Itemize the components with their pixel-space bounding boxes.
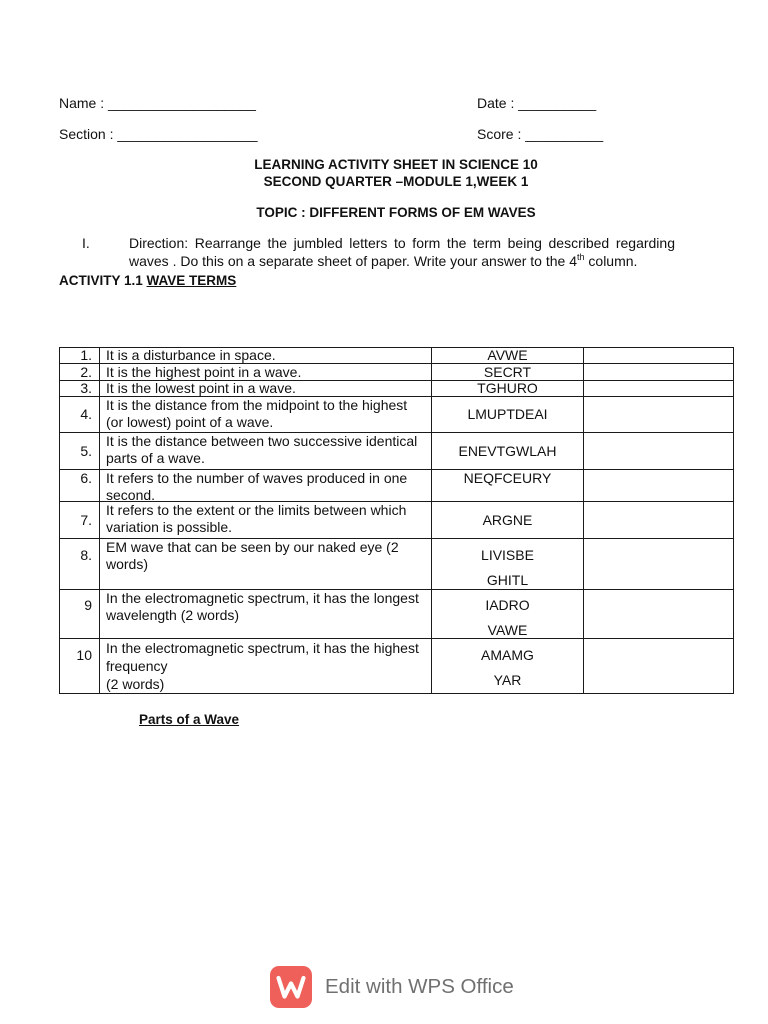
edit-with-wps-text: Edit with WPS Office [325, 975, 514, 998]
jumbled-letters-cell [431, 501, 583, 538]
table-row [59, 638, 733, 693]
parts-of-a-wave-heading: Parts of a Wave [139, 712, 240, 727]
answer-cell [583, 638, 733, 693]
direction-line-2 [129, 253, 637, 270]
item-number-cell [59, 501, 99, 538]
jumbled-word: ARGNE [482, 511, 533, 528]
answer-cell [583, 589, 733, 638]
description-line: wavelength (2 words) [106, 607, 240, 623]
item-number: 8. [80, 547, 92, 563]
description-line: second. [106, 487, 156, 501]
item-number: 3. [80, 380, 92, 396]
date-label: Date : [477, 95, 515, 111]
description-cell [99, 638, 431, 693]
answer-cell [583, 469, 733, 501]
direction-numeral: I. [82, 235, 90, 251]
description-line: It is the highest point in a wave. [106, 363, 302, 380]
jumbled-word: TGHURO [477, 380, 538, 396]
table-row [59, 396, 733, 432]
activity-title: WAVE TERMS [146, 273, 237, 288]
wave-terms-table [59, 347, 734, 694]
table-row [59, 432, 733, 469]
section-label: Section : [59, 126, 114, 142]
answer-cell [583, 380, 733, 396]
jumbled-word: AMAMG [481, 647, 534, 663]
answer-cell [583, 432, 733, 469]
jumbled-word: IADRO [485, 597, 530, 613]
direction-line-2-end: column. [588, 253, 638, 269]
title-line-1: LEARNING ACTIVITY SHEET IN SCIENCE 10 [254, 157, 538, 172]
direction-line-1: Direction: Rearrange the jumbled letters to form the term being described regarding [129, 235, 675, 251]
description-line: In the electromagnetic spectrum, it has the highest [106, 640, 419, 656]
jumbled-letters-cell [431, 589, 583, 638]
topic-title: TOPIC : DIFFERENT FORMS OF EM WAVES [256, 205, 536, 220]
description-line: frequency [106, 658, 168, 674]
date-field [477, 95, 596, 112]
jumbled-word: AVWE [487, 347, 528, 363]
sheet-title [59, 156, 733, 190]
item-number: 5. [80, 442, 92, 459]
score-field [477, 126, 603, 143]
description-cell [99, 589, 431, 638]
jumbled-word: VAWE [487, 622, 528, 638]
item-number-cell [59, 363, 99, 380]
jumbled-word: SECRT [483, 363, 532, 380]
item-number-cell [59, 380, 99, 396]
item-number: 7. [80, 511, 92, 528]
description-line: It is the distance between two successive identical [106, 433, 418, 449]
score-label: Score : [477, 126, 522, 142]
item-number: 6. [80, 470, 92, 486]
jumbled-word: NEQFCEURY [463, 470, 552, 486]
jumbled-letters-cell [431, 363, 583, 380]
table-row [59, 363, 733, 380]
wps-logo-icon [270, 966, 312, 1008]
item-number-cell [59, 589, 99, 638]
table-row [59, 538, 733, 589]
item-number-cell [59, 638, 99, 693]
item-number-cell [59, 432, 99, 469]
section-field [59, 126, 258, 143]
name-blank: ___________________ [108, 95, 256, 111]
jumbled-letters-cell [431, 347, 583, 363]
description-line: In the electromagnetic spectrum, it has the longest [106, 590, 419, 606]
jumbled-word: YAR [493, 672, 522, 688]
section-blank: __________________ [117, 126, 258, 142]
description-line: (or lowest) point of a wave. [106, 414, 274, 430]
description-cell [99, 396, 431, 432]
description-line: parts of a wave. [106, 450, 205, 466]
description-line: (2 words) [106, 676, 165, 692]
description-cell [99, 380, 431, 396]
jumbled-letters-cell [431, 638, 583, 693]
jumbled-letters-cell [431, 538, 583, 589]
answer-cell [583, 501, 733, 538]
description-line: It is the distance from the midpoint to the highest [106, 397, 408, 413]
answer-cell [583, 347, 733, 363]
jumbled-word: LIVISBE [481, 547, 534, 563]
description-line: It refers to the number of waves produced in one [106, 470, 408, 486]
title-line-2: SECOND QUARTER –MODULE 1,WEEK 1 [263, 174, 529, 189]
description-line: variation is possible. [106, 519, 233, 535]
table-row [59, 469, 733, 501]
description-cell [99, 469, 431, 501]
table-row [59, 347, 733, 363]
item-number-cell [59, 396, 99, 432]
jumbled-word: GHITL [486, 572, 529, 588]
answer-cell [583, 363, 733, 380]
name-field [59, 95, 256, 112]
answer-cell [583, 538, 733, 589]
description-line: words) [106, 556, 149, 572]
jumbled-word: LMUPTDEAI [467, 406, 548, 422]
ordinal-superscript: th [577, 252, 585, 262]
jumbled-letters-cell [431, 469, 583, 501]
description-line: It is a disturbance in space. [106, 347, 276, 363]
description-line: It refers to the extent or the limits between which [106, 502, 407, 518]
description-cell [99, 501, 431, 538]
item-number-cell [59, 469, 99, 501]
jumbled-letters-cell [431, 396, 583, 432]
date-blank: __________ [518, 95, 597, 111]
answer-cell [583, 396, 733, 432]
item-number-cell [59, 538, 99, 589]
jumbled-word: ENEVTGWLAH [458, 442, 557, 459]
item-number: 2. [80, 363, 92, 380]
description-cell [99, 363, 431, 380]
activity-heading [59, 272, 236, 289]
table-row [59, 380, 733, 396]
item-number-cell [59, 347, 99, 363]
description-line: It is the lowest point in a wave. [106, 380, 296, 396]
description-line: EM wave that can be seen by our naked eye (2 [106, 539, 399, 555]
jumbled-letters-cell [431, 380, 583, 396]
jumbled-letters-cell [431, 432, 583, 469]
activity-label: ACTIVITY 1.1 [59, 273, 143, 288]
item-number: 9 [84, 597, 92, 613]
direction-line-2-text: waves . Do this on a separate sheet of paper. Write your answer to the 4 [129, 253, 577, 269]
item-number: 10 [76, 647, 92, 663]
table-row [59, 589, 733, 638]
table-row [59, 501, 733, 538]
score-blank: __________ [525, 126, 604, 142]
item-number: 1. [80, 347, 92, 363]
description-cell [99, 347, 431, 363]
name-label: Name : [59, 95, 105, 111]
item-number: 4. [80, 406, 92, 422]
description-cell [99, 432, 431, 469]
description-cell [99, 538, 431, 589]
